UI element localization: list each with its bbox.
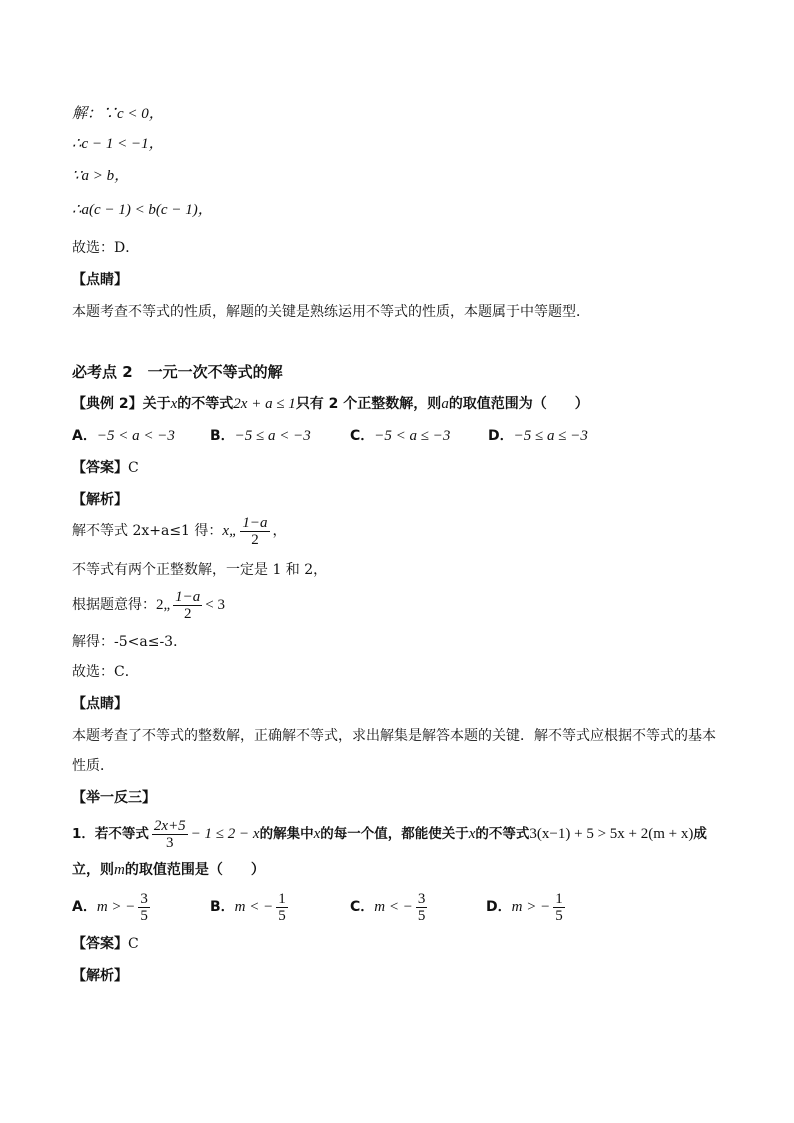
- q-text: 的不等式: [177, 396, 234, 412]
- option-expr: m < −: [234, 899, 274, 915]
- practice-label: 【举一反三】: [72, 790, 156, 806]
- fraction: [240, 515, 269, 548]
- fraction-numerator: 1: [278, 890, 286, 907]
- step-expr: < 3: [205, 597, 226, 613]
- q-text: 关于: [142, 396, 171, 412]
- analysis-step-3: [72, 588, 225, 622]
- option-label: B．: [210, 899, 235, 915]
- option-c[interactable]: [350, 888, 486, 926]
- q-text: 的每一个值，都能使关于: [320, 826, 469, 842]
- q-expr: − 1 ≤ 2 − x: [190, 826, 260, 842]
- solution-line-1: 解：∵c < 0，: [72, 106, 164, 122]
- dianjing-label-1: 【点睛】: [72, 272, 128, 288]
- option-d[interactable]: [488, 426, 588, 446]
- fraction-numerator: 3: [140, 890, 148, 907]
- q-text: 的取值范围是（ ）: [124, 862, 265, 878]
- dianjing-label-2: 【点睛】: [72, 696, 128, 712]
- q-text: 1．若不等式: [72, 826, 149, 842]
- analysis-step-1: [72, 514, 287, 548]
- var-a: a: [441, 396, 449, 412]
- analysis-label-2: 【解析】: [72, 968, 128, 984]
- fraction-denominator: 5: [555, 907, 563, 924]
- example2-question: [72, 394, 589, 414]
- step-text: 解不等式 2x+a≤1 得：: [72, 523, 223, 539]
- solution-line-2: ∴c − 1 < −1，: [72, 136, 164, 152]
- q-text: 的不等式: [475, 826, 530, 842]
- step-text: ，: [272, 523, 287, 539]
- q-inequality: 3(x−1) + 5 > 5x + 2(m + x): [529, 826, 694, 842]
- option-label: D．: [488, 428, 514, 444]
- fraction: [553, 891, 565, 924]
- option-a[interactable]: [72, 888, 210, 926]
- option-label: A．: [72, 428, 97, 444]
- fraction-denominator: 5: [140, 907, 148, 924]
- answer-row-2: [72, 934, 139, 954]
- answer-value: C: [128, 460, 139, 476]
- step-expr: 2„: [156, 597, 171, 613]
- option-expr: −5 < a < −3: [96, 428, 175, 444]
- option-b[interactable]: [210, 888, 350, 926]
- option-expr: m > −: [511, 899, 551, 915]
- option-label: C．: [350, 899, 375, 915]
- step-text: 根据题意得：: [72, 597, 156, 613]
- q-text: 的取值范围为（ ）: [448, 396, 589, 412]
- fraction-denominator: 5: [417, 907, 426, 924]
- analysis-step-4: 解得：-5<a≤-3．: [72, 634, 188, 650]
- solution-conclusion: 故选：D．: [72, 240, 140, 256]
- dianjing-text-2b: 性质．: [72, 758, 114, 774]
- fraction-denominator: 2: [183, 605, 192, 622]
- practice-options: [72, 888, 568, 926]
- q-text: 的解集中: [259, 826, 314, 842]
- option-b[interactable]: [210, 426, 350, 446]
- fraction: [138, 891, 150, 924]
- fraction-denominator: 3: [166, 834, 174, 851]
- option-expr: m > −: [96, 899, 136, 915]
- fraction: [276, 891, 288, 924]
- q-text: 成: [693, 826, 707, 842]
- answer-value: C: [128, 936, 139, 952]
- option-label: D．: [486, 899, 512, 915]
- solution-line-3: ∵a > b，: [72, 168, 130, 184]
- example2-label: 【典例 2】: [72, 396, 143, 412]
- fraction-numerator: 1−a: [242, 514, 268, 531]
- var-m: m: [114, 862, 125, 878]
- q-text: 只有 2 个正整数解，则: [295, 396, 442, 412]
- fraction: [173, 589, 202, 622]
- var-x: x: [170, 396, 178, 412]
- example2-options: [72, 426, 588, 446]
- solution-line-4: ∴a(c − 1) < b(c − 1)，: [72, 202, 213, 218]
- dianjing-text-2a: 本题考查了不等式的整数解，正确解不等式，求出解集是解答本题的关键．解不等式应根据不等式的基本: [72, 728, 716, 744]
- section-title: 必考点 2 一元一次不等式的解: [72, 363, 283, 381]
- fraction: [152, 818, 188, 851]
- step-var: x„: [222, 523, 238, 539]
- var-x: x: [468, 826, 476, 842]
- analysis-step-2: 不等式有两个正整数解，一定是 1 和 2，: [72, 562, 328, 578]
- answer-row-1: [72, 458, 139, 478]
- fraction-numerator: 1−a: [175, 588, 201, 605]
- fraction: [416, 891, 428, 924]
- option-c[interactable]: [350, 426, 488, 446]
- fraction-denominator: 2: [251, 531, 259, 548]
- option-label: C．: [350, 428, 375, 444]
- option-expr: m < −: [374, 899, 413, 915]
- analysis-step-5: 故选：C．: [72, 664, 139, 680]
- practice-question-line-2: [72, 860, 265, 880]
- option-label: A．: [72, 899, 97, 915]
- inequality: 2x + a ≤ 1: [233, 396, 296, 412]
- option-d[interactable]: [486, 888, 568, 926]
- fraction-denominator: 5: [278, 907, 286, 924]
- option-label: B．: [210, 428, 235, 444]
- analysis-label-1: 【解析】: [72, 492, 128, 508]
- option-expr: −5 ≤ a < −3: [234, 428, 311, 444]
- fraction-numerator: 1: [555, 890, 563, 907]
- answer-label: 【答案】: [72, 936, 128, 952]
- option-a[interactable]: [72, 426, 210, 446]
- dianjing-text-1: 本题考查不等式的性质，解题的关键是熟练运用不等式的性质，本题属于中等题型．: [72, 304, 590, 320]
- var-x: x: [313, 826, 321, 842]
- fraction-numerator: 3: [417, 890, 426, 907]
- fraction-numerator: 2x+5: [153, 817, 186, 834]
- q-text: 立，则: [72, 862, 114, 878]
- practice-question-line-1: [72, 816, 707, 852]
- option-expr: −5 ≤ a ≤ −3: [513, 428, 588, 444]
- option-expr: −5 < a ≤ −3: [374, 428, 451, 444]
- answer-label: 【答案】: [72, 460, 128, 476]
